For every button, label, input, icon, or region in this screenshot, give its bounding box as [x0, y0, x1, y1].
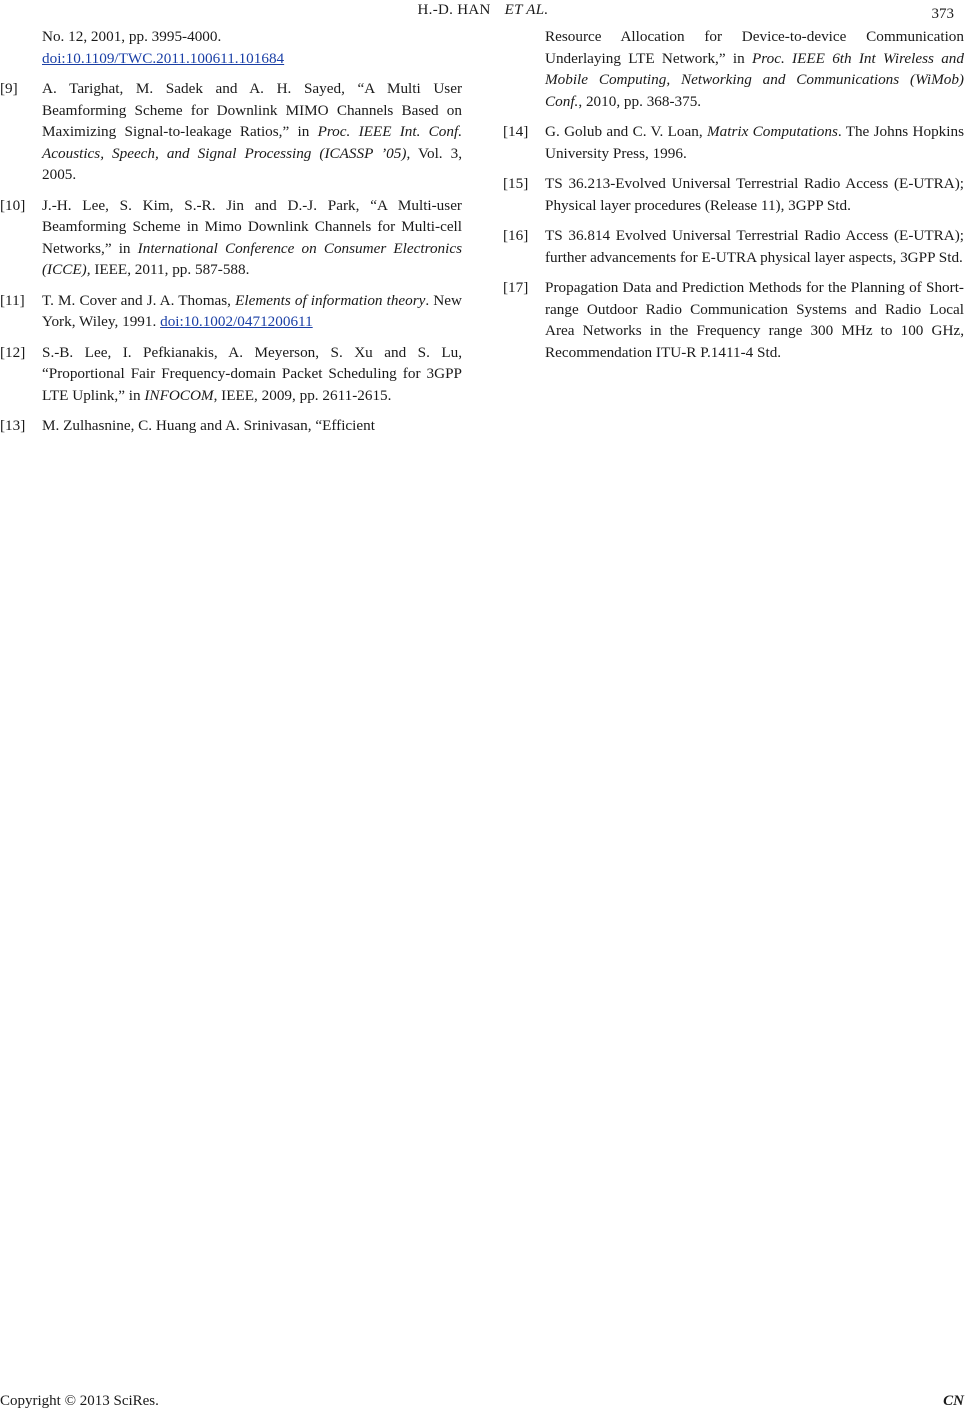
- reference-body: [42, 342, 462, 407]
- reference-text-end: , 2010, pp. 368-375.: [578, 92, 702, 110]
- reference-number: [9]: [0, 80, 18, 97]
- reference-11: [0, 290, 462, 333]
- reference-text: S.-B. Lee, I. Pefkianakis, A. Meyerson, S. Xu and S. Lu, “Proportional Fair Frequency-domain Packet Scheduling for 3GPP LTE Uplink,” in: [42, 343, 462, 404]
- reference-body: [42, 78, 462, 186]
- reference-13: [0, 415, 462, 437]
- reference-text-end: IEEE, 2011, pp. 587-588.: [90, 261, 250, 278]
- reference-text: G. Golub and C. V. Loan,: [545, 123, 707, 140]
- reference-number: [14]: [503, 123, 529, 140]
- page-header: [0, 0, 966, 24]
- reference-continuation-8: [42, 26, 462, 69]
- page-number: 373: [931, 6, 954, 22]
- reference-15: [503, 173, 964, 216]
- reference-14: [503, 121, 964, 164]
- reference-venue: International Conference on Consumer Electronics (ICCE),: [42, 239, 463, 278]
- reference-number: [17]: [503, 279, 529, 296]
- reference-body: Propagation Data and Prediction Methods for the Planning of Short-range Outdoor Radio Communication Systems and Radio Local Area Networks in the Frequency range 300 MHz to 100 GHz, Recommendation ITU-R P.1411-4 Std.: [545, 279, 964, 361]
- reference-venue: Matrix Computations: [706, 123, 838, 140]
- reference-text: A. Tarighat, M. Sadek and A. H. Sayed, “A Multi User Beamforming Scheme for Downlink MIMO Channels Based on Maximizing Signal-to-leakage Ratios,” in: [42, 80, 462, 140]
- reference-number: [13]: [0, 417, 26, 434]
- reference-venue: Proc. IEEE Int. Conf. Acoustics, Speech, and Signal Processing (ICASSP ’05): [42, 123, 462, 162]
- copyright-notice: Copyright © 2013 SciRes.: [0, 1393, 159, 1409]
- reference-number: [11]: [0, 291, 25, 309]
- reference-number: [16]: [503, 227, 529, 244]
- reference-12: [0, 342, 462, 407]
- doi-link[interactable]: doi:10.1002/0471200611: [160, 313, 313, 330]
- reference-text: Resource Allocation for Device-to-device Communication Underlaying LTE Network,” in: [545, 28, 964, 67]
- reference-body: [42, 290, 462, 333]
- reference-body: TS 36.814 Evolved Universal Terrestrial Radio Access (E-UTRA); further advancements for E-UTRA physical layer aspects, 3GPP Std.: [545, 227, 964, 266]
- reference-text-end: . The Johns Hopkins University Press, 1996.: [545, 123, 964, 162]
- reference-10: [0, 195, 462, 281]
- reference-text: J.-H. Lee, S. Kim, S.-R. Jin and D.-J. Park, “A Multi-user Beamforming Scheme in Mimo Downlink Channels for Multi-cell Networks,” in: [42, 196, 462, 257]
- reference-number: [10]: [0, 196, 26, 214]
- reference-venue: INFOCOM: [144, 386, 214, 404]
- doi-link[interactable]: doi:10.1109/TWC.2011.100611.101684: [42, 49, 285, 67]
- right-column: [503, 26, 964, 372]
- journal-abbreviation: CN: [943, 1393, 964, 1409]
- reference-number: [12]: [0, 343, 26, 361]
- page-footer: [0, 1393, 966, 1413]
- reference-17: [503, 277, 964, 363]
- reference-16: [503, 225, 964, 268]
- reference-9: [0, 78, 462, 186]
- reference-text-end: . New York, Wiley, 1991.: [42, 291, 462, 330]
- reference-body: [545, 121, 964, 164]
- reference-text: T. M. Cover and J. A. Thomas,: [42, 291, 236, 309]
- reference-body: [42, 415, 462, 437]
- reference-body: TS 36.213-Evolved Universal Terrestrial Radio Access (E-UTRA); Physical layer procedures (Release 11), 3GPP Std.: [545, 175, 964, 214]
- left-column: [0, 26, 462, 446]
- reference-continuation-13: [545, 26, 964, 112]
- reference-text: No. 12, 2001, pp. 3995-4000.: [42, 28, 222, 45]
- running-head: [0, 2, 966, 19]
- reference-text: M. Zulhasnine, C. Huang and A. Srinivasan, “Efficient: [42, 417, 375, 434]
- reference-venue: Proc. IEEE 6th Int Wireless and Mobile Computing, Networking and Communications (WiMob) Conf.: [545, 49, 964, 110]
- reference-body: [42, 195, 462, 281]
- running-head-authors: H.-D. HAN: [417, 2, 491, 18]
- reference-text-end: , IEEE, 2009, pp. 2611-2615.: [213, 386, 392, 404]
- running-head-et-al: ET AL.: [504, 2, 549, 18]
- reference-venue: Elements of information theory: [235, 291, 426, 309]
- reference-text-end: , Vol. 3, 2005.: [42, 144, 462, 183]
- reference-number: [15]: [503, 175, 529, 192]
